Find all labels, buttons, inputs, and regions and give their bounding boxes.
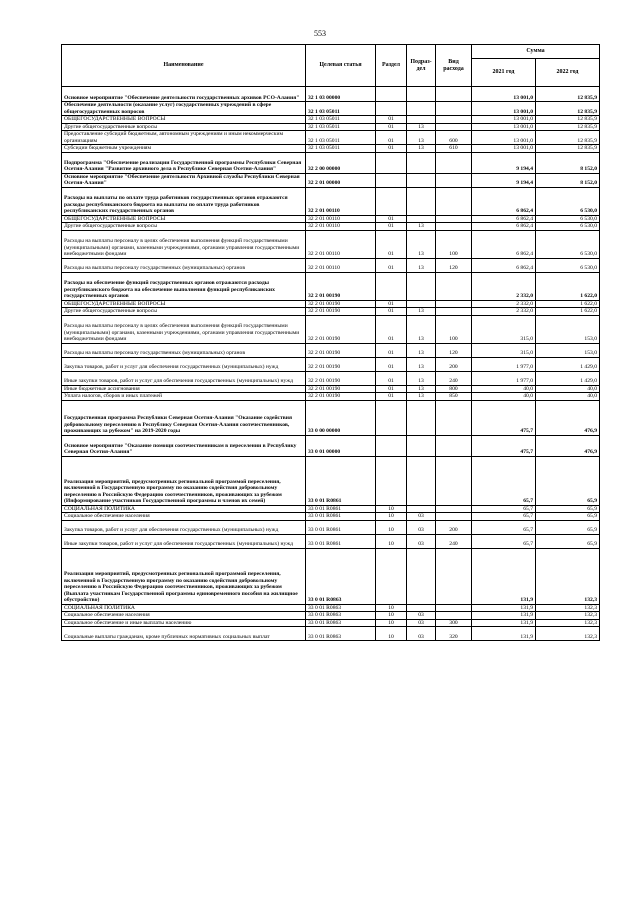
page-number: 553	[314, 29, 326, 38]
row-subsection	[407, 604, 436, 612]
row-name: Подпрограмма "Обеспечение реализации Государственной программы Республики Северная Осетия-Алания "Развитие архивного дела в Республике Северная Осетия-Алания"	[62, 152, 306, 173]
table-row	[62, 627, 600, 641]
row-expense-type	[436, 505, 472, 513]
row-subsection: 13	[407, 385, 436, 393]
row-expense-type: 100	[436, 315, 472, 343]
row-name: Расходы на выплаты персоналу государственных (муниципальных) органов	[62, 258, 306, 272]
row-section: 01	[376, 315, 407, 343]
row-sum-2021: 6 862,4	[472, 230, 536, 258]
row-section	[376, 400, 407, 435]
row-section: 10	[376, 604, 407, 612]
row-sum-2021: 131,9	[472, 627, 536, 641]
row-section: 01	[376, 131, 407, 145]
row-code: 32 2 01 00190	[306, 385, 376, 393]
row-sum-2022: 12 835,9	[536, 116, 600, 124]
table-row	[62, 116, 600, 124]
row-name: ОБЩЕГОСУДАРСТВЕННЫЕ ВОПРОСЫ	[62, 116, 306, 124]
row-sum-2022: 12 835,9	[536, 131, 600, 145]
row-sum-2022: 65,9	[536, 456, 600, 505]
row-sum-2022: 65,9	[536, 520, 600, 534]
table-row	[62, 215, 600, 223]
row-subsection	[407, 400, 436, 435]
row-sum-2022: 12 835,9	[536, 145, 600, 153]
row-code: 33 0 00 00000	[306, 400, 376, 435]
row-code: 32 1 03 05011	[306, 131, 376, 145]
header-year-2022: 2022 год	[536, 59, 600, 87]
row-sum-2022: 12 835,9	[536, 102, 600, 116]
row-sum-2022: 6 530,0	[536, 258, 600, 272]
row-expense-type	[436, 87, 472, 102]
row-subsection	[407, 87, 436, 102]
row-name: Субсидии бюджетным учреждениям	[62, 145, 306, 153]
row-sum-2021: 315,0	[472, 315, 536, 343]
row-subsection: 13	[407, 371, 436, 385]
row-section: 01	[376, 215, 407, 223]
row-code: 32 2 01 00110	[306, 230, 376, 258]
row-section	[376, 187, 407, 215]
row-sum-2022: 12 835,9	[536, 87, 600, 102]
row-section: 10	[376, 619, 407, 627]
row-expense-type	[436, 400, 472, 435]
row-name: СОЦИАЛЬНАЯ ПОЛИТИКА	[62, 505, 306, 513]
row-code: 33 0 01 R0863	[306, 604, 376, 612]
row-section: 01	[376, 393, 407, 401]
row-expense-type	[436, 456, 472, 505]
row-sum-2021: 13 001,0	[472, 131, 536, 145]
row-subsection	[407, 187, 436, 215]
table-row	[62, 435, 600, 456]
row-sum-2022: 153,0	[536, 315, 600, 343]
row-expense-type: 120	[436, 343, 472, 357]
row-subsection	[407, 102, 436, 116]
table-row	[62, 505, 600, 513]
row-subsection: 03	[407, 627, 436, 641]
row-sum-2022: 1 429,0	[536, 371, 600, 385]
row-sum-2021: 65,7	[472, 534, 536, 548]
table-row	[62, 619, 600, 627]
row-code: 32 2 01 00110	[306, 215, 376, 223]
row-code: 32 2 00 00000	[306, 152, 376, 173]
row-sum-2021: 1 977,0	[472, 357, 536, 371]
row-section	[376, 548, 407, 604]
row-code: 33 0 01 R0863	[306, 619, 376, 627]
table-row	[62, 534, 600, 548]
row-code: 32 2 01 00110	[306, 258, 376, 272]
row-name: Другие общегосударственные вопросы	[62, 123, 306, 131]
row-name: Предоставление субсидий бюджетным, автономным учреждениям и иным некоммерческим организациям	[62, 131, 306, 145]
row-name: Основное мероприятие "Обеспечение деятельности Архивной службы Республики Северная Осетия-Алания"	[62, 173, 306, 187]
row-sum-2021: 13 001,0	[472, 145, 536, 153]
row-section	[376, 435, 407, 456]
row-name: Другие общегосударственные вопросы	[62, 308, 306, 316]
row-code: 32 2 01 00190	[306, 272, 376, 300]
row-name: Закупка товаров, работ и услуг для обеспечения государственных (муниципальных) нужд	[62, 520, 306, 534]
row-sum-2021: 65,7	[472, 505, 536, 513]
table-row	[62, 393, 600, 401]
row-sum-2021: 13 001,0	[472, 123, 536, 131]
row-expense-type	[436, 513, 472, 521]
row-sum-2021: 9 194,4	[472, 152, 536, 173]
row-sum-2021: 6 862,4	[472, 223, 536, 231]
row-code: 33 0 01 R0861	[306, 520, 376, 534]
row-subsection: 03	[407, 534, 436, 548]
row-sum-2021: 65,7	[472, 456, 536, 505]
row-expense-type: 800	[436, 385, 472, 393]
row-expense-type: 200	[436, 357, 472, 371]
header-year-2021: 2021 год	[472, 59, 536, 87]
row-sum-2022: 132,3	[536, 627, 600, 641]
row-sum-2022: 6 530,0	[536, 223, 600, 231]
table-row	[62, 604, 600, 612]
table-row	[62, 520, 600, 534]
row-name: Иные закупки товаров, работ и услуг для обеспечения государственных (муниципальных) нужд	[62, 371, 306, 385]
row-name: Иные бюджетные ассигнования	[62, 385, 306, 393]
row-sum-2022: 40,0	[536, 393, 600, 401]
row-sum-2022: 65,9	[536, 534, 600, 548]
row-sum-2022: 132,3	[536, 612, 600, 620]
row-sum-2021: 475,7	[472, 400, 536, 435]
row-sum-2021: 13 001,0	[472, 102, 536, 116]
row-expense-type: 320	[436, 627, 472, 641]
row-sum-2022: 6 530,0	[536, 187, 600, 215]
table-row	[62, 173, 600, 187]
row-section: 01	[376, 116, 407, 124]
row-subsection: 13	[407, 343, 436, 357]
row-code: 32 1 03 00000	[306, 87, 376, 102]
row-subsection: 13	[407, 230, 436, 258]
table-row	[62, 385, 600, 393]
row-expense-type: 120	[436, 258, 472, 272]
table-row	[62, 272, 600, 300]
row-sum-2022: 40,0	[536, 385, 600, 393]
row-section: 10	[376, 505, 407, 513]
header-sum: Сумма	[472, 45, 600, 59]
table-row	[62, 223, 600, 231]
row-sum-2021: 13 001,0	[472, 87, 536, 102]
row-sum-2022: 132,3	[536, 619, 600, 627]
row-sum-2022: 132,3	[536, 604, 600, 612]
row-code: 32 2 01 00190	[306, 308, 376, 316]
row-sum-2022: 65,9	[536, 513, 600, 521]
row-expense-type	[436, 435, 472, 456]
row-expense-type	[436, 187, 472, 215]
row-subsection	[407, 300, 436, 308]
row-expense-type	[436, 215, 472, 223]
row-sum-2021: 131,9	[472, 612, 536, 620]
table-row	[62, 145, 600, 153]
row-subsection	[407, 548, 436, 604]
row-name: Основное мероприятие "Оказание помощи соотечественникам в переселении в Республику Северная Осетия-Алания"	[62, 435, 306, 456]
row-expense-type: 300	[436, 619, 472, 627]
row-name: Государственная программа Республики Северная Осетия-Алания "Оказание содействия добровольному переселению в Республику Северная Осетия-Алания соотечественников, проживающих за рубежом" на 2019-2020 годы	[62, 400, 306, 435]
row-section: 10	[376, 513, 407, 521]
row-sum-2022: 1 622,0	[536, 272, 600, 300]
row-name: Расходы на выплаты персоналу в целях обеспечения выполнения функций государственными (муниципальными) органами, казенными учреждениями, органами управления государственными внебюджетными фондами	[62, 230, 306, 258]
row-name: Реализация мероприятий, предусмотренных региональной программой переселения, включенной в Государственную программу по оказанию содействия добровольному переселению в Российскую Федерацию соотечественников, проживающих за рубежом (Информирование участников Государственной программы и членов их семей)	[62, 456, 306, 505]
row-subsection: 13	[407, 393, 436, 401]
table-row	[62, 187, 600, 215]
row-name: Социальные выплаты гражданам, кроме публичных нормативных социальных выплат	[62, 627, 306, 641]
row-sum-2022: 6 530,0	[536, 230, 600, 258]
row-name: Уплата налогов, сборов и иных платежей	[62, 393, 306, 401]
row-expense-type	[436, 173, 472, 187]
row-sum-2022: 6 530,0	[536, 215, 600, 223]
table-row	[62, 612, 600, 620]
row-section: 01	[376, 371, 407, 385]
row-name: Обеспечение деятельности (оказание услуг) государственных учреждений в сфере общегосударственных вопросов	[62, 102, 306, 116]
row-name: Другие общегосударственные вопросы	[62, 223, 306, 231]
row-section: 01	[376, 258, 407, 272]
row-subsection: 13	[407, 145, 436, 153]
row-code: 33 0 01 R0861	[306, 534, 376, 548]
row-subsection	[407, 173, 436, 187]
row-code: 32 2 01 00190	[306, 371, 376, 385]
table-row	[62, 131, 600, 145]
row-code: 32 1 03 05011	[306, 116, 376, 124]
row-sum-2021: 6 862,4	[472, 215, 536, 223]
row-code: 32 2 01 00110	[306, 223, 376, 231]
row-sum-2022: 1 622,0	[536, 308, 600, 316]
row-subsection: 13	[407, 123, 436, 131]
row-section	[376, 272, 407, 300]
row-sum-2021: 131,9	[472, 619, 536, 627]
row-code: 33 0 01 R0863	[306, 548, 376, 604]
header-code: Целевая статья	[306, 45, 376, 87]
row-subsection: 13	[407, 357, 436, 371]
row-section: 01	[376, 343, 407, 357]
row-expense-type	[436, 116, 472, 124]
row-section: 01	[376, 230, 407, 258]
row-subsection: 03	[407, 612, 436, 620]
row-subsection: 13	[407, 223, 436, 231]
row-section: 01	[376, 223, 407, 231]
table-header	[62, 45, 600, 87]
row-sum-2022: 12 835,9	[536, 123, 600, 131]
row-expense-type	[436, 300, 472, 308]
row-name: ОБЩЕГОСУДАРСТВЕННЫЕ ВОПРОСЫ	[62, 300, 306, 308]
row-subsection: 03	[407, 619, 436, 627]
row-section: 01	[376, 300, 407, 308]
header-section: Раздел	[376, 45, 407, 87]
row-subsection	[407, 215, 436, 223]
row-expense-type	[436, 152, 472, 173]
row-code: 33 0 01 R0861	[306, 513, 376, 521]
header-subsection: Подраз-дел	[407, 45, 436, 87]
row-section: 01	[376, 308, 407, 316]
table-row	[62, 548, 600, 604]
row-section: 10	[376, 534, 407, 548]
row-sum-2021: 65,7	[472, 513, 536, 521]
row-code: 32 2 01 00190	[306, 343, 376, 357]
row-code: 32 2 01 00190	[306, 393, 376, 401]
row-expense-type: 240	[436, 534, 472, 548]
row-expense-type: 240	[436, 371, 472, 385]
row-expense-type	[436, 272, 472, 300]
row-sum-2022: 8 152,0	[536, 173, 600, 187]
row-section: 01	[376, 145, 407, 153]
row-sum-2021: 6 862,4	[472, 258, 536, 272]
row-sum-2021: 13 001,0	[472, 116, 536, 124]
row-expense-type: 100	[436, 230, 472, 258]
row-sum-2022: 476,9	[536, 400, 600, 435]
row-section	[376, 152, 407, 173]
row-expense-type	[436, 123, 472, 131]
table-row	[62, 123, 600, 131]
row-code: 33 0 01 R0863	[306, 612, 376, 620]
row-sum-2021: 2 332,0	[472, 300, 536, 308]
row-subsection	[407, 152, 436, 173]
row-expense-type: 850	[436, 393, 472, 401]
row-code: 32 2 01 00190	[306, 315, 376, 343]
row-expense-type: 600	[436, 131, 472, 145]
table-row	[62, 315, 600, 343]
row-code: 32 2 01 00190	[306, 357, 376, 371]
row-expense-type	[436, 612, 472, 620]
row-section	[376, 87, 407, 102]
row-name: Расходы на обеспечение функций государственных органов отражаются расходы республиканского бюджета на обеспечение выполнения функций республиканских государственных органов	[62, 272, 306, 300]
row-sum-2021: 131,9	[472, 604, 536, 612]
row-name: Расходы на выплаты персоналу государственных (муниципальных) органов	[62, 343, 306, 357]
row-code: 32 2 01 00000	[306, 173, 376, 187]
row-sum-2021: 475,7	[472, 435, 536, 456]
row-name: Реализация мероприятий, предусмотренных региональной программой переселения, включенной в Государственную программу по оказанию содействия добровольному переселению в Российскую Федерацию соотечественников, проживающих за рубежом (Выплата участникам Государственной программы единовременного пособия на жилищное обустройство)	[62, 548, 306, 604]
row-name: Закупка товаров, работ и услуг для обеспечения государственных (муниципальных) нужд	[62, 357, 306, 371]
row-expense-type: 610	[436, 145, 472, 153]
row-sum-2021: 131,9	[472, 548, 536, 604]
row-sum-2021: 2 332,0	[472, 308, 536, 316]
row-sum-2022: 1 622,0	[536, 300, 600, 308]
row-code: 33 0 01 00000	[306, 435, 376, 456]
table-row	[62, 357, 600, 371]
row-subsection: 03	[407, 513, 436, 521]
row-name: Расходы на выплаты персоналу в целях обеспечения выполнения функций государственными (муниципальными) органами, казенными учреждениями, органами управления государственными внебюджетными фондами	[62, 315, 306, 343]
row-sum-2022: 1 429,0	[536, 357, 600, 371]
row-code: 32 1 03 05011	[306, 145, 376, 153]
row-name: Основное мероприятие "Обеспечение деятельности государственных архивов РСО-Алания"	[62, 87, 306, 102]
row-expense-type: 200	[436, 520, 472, 534]
row-subsection	[407, 116, 436, 124]
row-section: 10	[376, 627, 407, 641]
row-section: 01	[376, 357, 407, 371]
row-name: Социальное обеспечение и иные выплаты населению	[62, 619, 306, 627]
row-name: Расходы на выплаты по оплате труда работников государственных органов отражаются расходы республиканского бюджета на выплаты по оплате труда работников республиканских государственных органов	[62, 187, 306, 215]
table-row	[62, 300, 600, 308]
row-section: 01	[376, 385, 407, 393]
row-subsection	[407, 505, 436, 513]
header-name: Наименование	[62, 45, 306, 87]
table-row	[62, 343, 600, 357]
row-expense-type	[436, 102, 472, 116]
row-name: СОЦИАЛЬНАЯ ПОЛИТИКА	[62, 604, 306, 612]
table-body	[62, 87, 600, 641]
budget-table	[61, 44, 600, 641]
row-code: 32 1 03 05011	[306, 102, 376, 116]
row-sum-2021: 9 194,4	[472, 173, 536, 187]
row-code: 32 1 03 05011	[306, 123, 376, 131]
row-expense-type	[436, 604, 472, 612]
row-subsection: 13	[407, 131, 436, 145]
row-code: 33 0 01 R0861	[306, 456, 376, 505]
table-row	[62, 456, 600, 505]
row-section: 10	[376, 612, 407, 620]
table-row	[62, 371, 600, 385]
row-name: Социальное обеспечение населения	[62, 513, 306, 521]
table-row	[62, 258, 600, 272]
row-sum-2022: 153,0	[536, 343, 600, 357]
row-section: 10	[376, 520, 407, 534]
table-row	[62, 400, 600, 435]
table-row	[62, 230, 600, 258]
row-sum-2021: 6 862,4	[472, 187, 536, 215]
row-name: Иные закупки товаров, работ и услуг для обеспечения государственных (муниципальных) нужд	[62, 534, 306, 548]
row-sum-2022: 476,9	[536, 435, 600, 456]
row-sum-2021: 315,0	[472, 343, 536, 357]
table-row	[62, 87, 600, 102]
row-subsection	[407, 456, 436, 505]
row-name: ОБЩЕГОСУДАРСТВЕННЫЕ ВОПРОСЫ	[62, 215, 306, 223]
row-sum-2022: 8 152,0	[536, 152, 600, 173]
table-row	[62, 152, 600, 173]
row-name: Социальное обеспечение населения	[62, 612, 306, 620]
row-subsection: 13	[407, 258, 436, 272]
row-expense-type	[436, 223, 472, 231]
row-subsection	[407, 435, 436, 456]
row-sum-2021: 65,7	[472, 520, 536, 534]
row-subsection: 03	[407, 520, 436, 534]
row-section: 01	[376, 123, 407, 131]
table-row	[62, 513, 600, 521]
row-subsection	[407, 272, 436, 300]
row-section	[376, 173, 407, 187]
row-expense-type	[436, 308, 472, 316]
row-code: 32 2 01 00110	[306, 187, 376, 215]
row-section	[376, 456, 407, 505]
row-code: 33 0 01 R0861	[306, 505, 376, 513]
row-subsection: 13	[407, 308, 436, 316]
table-row	[62, 308, 600, 316]
row-sum-2022: 132,3	[536, 548, 600, 604]
row-sum-2021: 2 332,0	[472, 272, 536, 300]
header-expense-type: Вид расхода	[436, 45, 472, 87]
row-subsection: 13	[407, 315, 436, 343]
row-code: 32 2 01 00190	[306, 300, 376, 308]
table-row	[62, 102, 600, 116]
row-sum-2021: 1 977,0	[472, 371, 536, 385]
row-code: 33 0 01 R0863	[306, 627, 376, 641]
row-sum-2022: 65,9	[536, 505, 600, 513]
row-section	[376, 102, 407, 116]
row-sum-2021: 40,0	[472, 393, 536, 401]
row-expense-type	[436, 548, 472, 604]
row-sum-2021: 40,0	[472, 385, 536, 393]
